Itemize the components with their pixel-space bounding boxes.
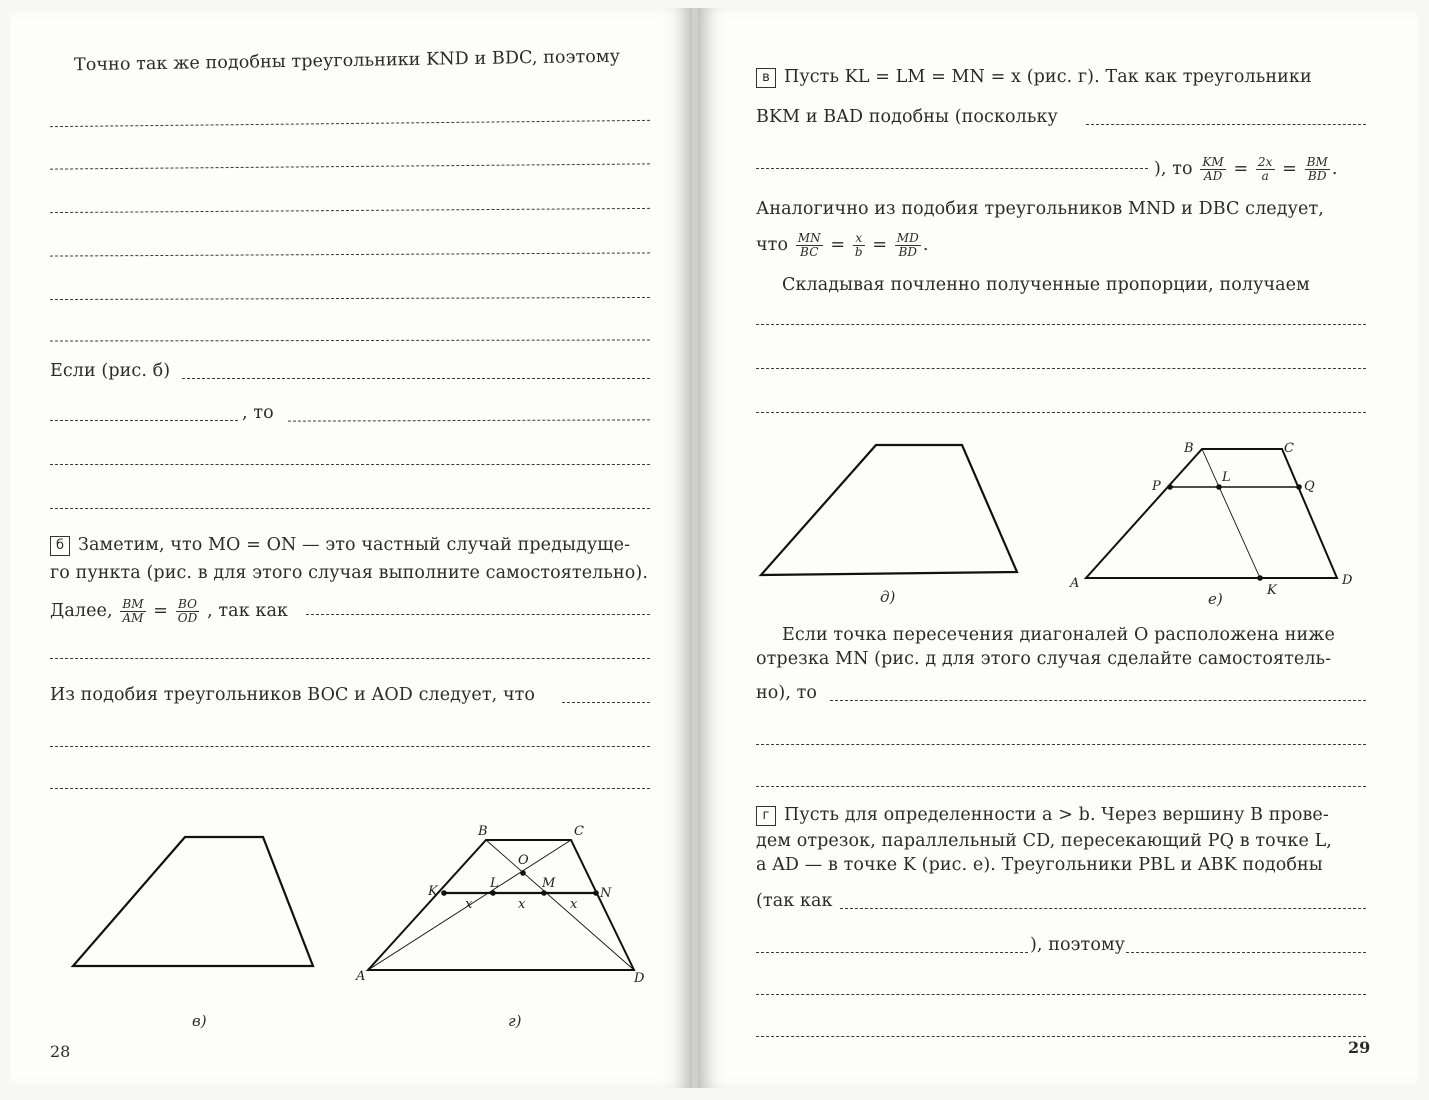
label-m: M [542, 876, 556, 891]
text-line: Если точка пересечения диагоналей O расположена ниже [782, 625, 1335, 645]
point-o [520, 870, 526, 876]
text-span: Пусть KL = LM = MN = x (рис. г). Так как треугольники [784, 67, 1312, 87]
figure-e-trapezoid [1064, 432, 1374, 602]
answer-line [50, 464, 650, 465]
numerator: 2x [1257, 155, 1273, 169]
label-q: Q [1304, 479, 1315, 494]
numerator: BM [122, 597, 144, 611]
answer-line [562, 702, 650, 703]
answer-line [306, 614, 650, 615]
text-line: ), то $\frac{KM}{AD}$ = $\frac{2x}{a}$ = $\frac{BM}{BD}$ . [1154, 155, 1338, 183]
label-c: C [1284, 441, 1294, 456]
fraction [1305, 156, 1330, 183]
denominator: AD [1203, 169, 1223, 183]
figure-caption: г) [508, 1012, 522, 1030]
point-l [1216, 484, 1222, 490]
point-k [1257, 575, 1263, 581]
trapezoid-shape [73, 837, 313, 966]
answer-line [50, 746, 650, 747]
trapezoid-shape [761, 445, 1017, 575]
answer-line [756, 168, 1148, 169]
text-span: , так как [207, 601, 289, 621]
answer-line [50, 208, 650, 213]
answer-line [756, 412, 1366, 413]
label-c: C [574, 824, 584, 839]
text-line: Далее, $\frac{BM}{AM}$ = $\frac{BO}{OD}$ , так как [50, 597, 289, 625]
fraction [895, 232, 921, 259]
answer-line [756, 744, 1366, 745]
label-x: x [570, 897, 578, 912]
text-line [756, 66, 1312, 88]
diagonal-bd [486, 840, 634, 970]
section-marker: в [756, 68, 776, 88]
label-a: A [356, 969, 366, 984]
text-line [50, 534, 630, 556]
denominator: b [854, 245, 863, 259]
label-d: D [1342, 573, 1353, 588]
answer-line [50, 788, 650, 789]
answer-line [756, 994, 1366, 995]
label-x: x [518, 897, 526, 912]
figure-caption: д) [880, 588, 896, 606]
answer-line [50, 120, 650, 127]
answer-line [756, 368, 1366, 369]
figure-caption: е) [1208, 590, 1223, 608]
text-line: BKM и BAD подобны (поскольку [756, 107, 1058, 127]
text-span: ), то [1154, 159, 1193, 179]
numerator: BM [1306, 155, 1328, 169]
numerator: x [853, 232, 865, 246]
label-o: O [518, 853, 529, 868]
text-line: Складывая почленно полученные пропорции, получаем [782, 275, 1310, 295]
text-line: Аналогично из подобия треугольников MND и DBC следует, [756, 199, 1324, 219]
answer-line [50, 508, 650, 509]
answer-line [50, 163, 650, 169]
denominator: AM [122, 611, 144, 625]
answer-line [756, 324, 1366, 325]
text-line: что $\frac{MN}{BC}$ = $\frac{x}{b}$ = $\frac{MD}{BD}$ . [756, 231, 929, 259]
answer-line [756, 952, 1028, 953]
label-a: A [1070, 576, 1080, 591]
denominator: a [1261, 169, 1269, 183]
text-span: Заметим, что MO = ON — это частный случай предыдуще- [78, 535, 631, 555]
figure-caption: в) [192, 1012, 207, 1030]
fraction [796, 232, 823, 259]
text-line: (так как [756, 891, 833, 911]
label-n: N [600, 886, 612, 901]
text-span: Пусть для определенности a > b. Через вершину B прове- [784, 805, 1329, 825]
answer-line [182, 378, 650, 379]
page-number: 29 [1348, 1038, 1371, 1057]
point-p [1167, 484, 1173, 490]
text-line: Точно так же подобны треугольники KND и BDC, поэтому [73, 46, 621, 76]
answer-line [756, 786, 1366, 787]
page-number: 28 [50, 1042, 71, 1061]
point-n [593, 890, 599, 896]
answer-line [756, 1036, 1366, 1037]
text-line [756, 804, 1329, 826]
text-line: но), то [756, 683, 818, 703]
text-line: ), поэтому [1030, 935, 1126, 955]
answer-line [1126, 952, 1366, 953]
trapezoid-shape [1086, 449, 1337, 578]
right-page [698, 8, 1418, 1088]
label-l: L [490, 876, 499, 891]
point-q [1296, 484, 1302, 490]
point-l [490, 890, 496, 896]
label-k: K [1267, 583, 1277, 598]
segment-bk [1202, 449, 1260, 578]
answer-line [50, 339, 650, 341]
label-k: K [428, 884, 438, 899]
denominator: BD [1307, 169, 1327, 183]
answer-line [50, 658, 650, 659]
answer-line [840, 908, 1366, 909]
figure-v-trapezoid [70, 834, 320, 974]
text-line: , то [242, 403, 274, 423]
point-m [541, 890, 547, 896]
fraction [853, 232, 865, 259]
section-marker: б [50, 536, 70, 556]
label-p: P [1152, 479, 1161, 494]
text-span: что [756, 235, 789, 255]
text-line: Из подобия треугольников BOC и AOD следует, что [50, 685, 536, 705]
figure-d-trapezoid [758, 442, 1022, 582]
answer-line [830, 700, 1366, 701]
label-l: L [1222, 470, 1231, 485]
left-page [10, 8, 692, 1088]
denominator: OD [177, 611, 198, 625]
label-b: B [478, 824, 488, 839]
numerator: MN [797, 231, 821, 245]
text-span: Далее, [50, 601, 113, 621]
denominator: BD [898, 245, 918, 259]
label-x: x [465, 897, 473, 912]
section-marker: г [756, 806, 776, 826]
answer-line [288, 419, 650, 421]
numerator: MD [896, 231, 919, 245]
fraction [176, 598, 200, 625]
figure-g-trapezoid [348, 820, 658, 985]
fraction [1200, 156, 1225, 183]
numerator: KM [1202, 155, 1224, 169]
fraction [120, 598, 145, 625]
text-line: дем отрезок, параллельный CD, пересекающий PQ в точке L, [756, 831, 1332, 851]
answer-line [50, 297, 650, 300]
trapezoid-shape [368, 840, 634, 970]
answer-line [50, 252, 650, 256]
point-k [441, 890, 447, 896]
answer-line [1086, 124, 1366, 125]
denominator: BC [800, 245, 819, 259]
label-b: B [1184, 441, 1194, 456]
text-line: го пункта (рис. в для этого случая выполните самостоятельно). [50, 563, 648, 583]
text-line: а AD — в точке K (рис. е). Треугольники PBL и ABK подобны [756, 855, 1323, 875]
text-line: Если (рис. б) [50, 361, 171, 381]
answer-line [50, 420, 238, 421]
text-line: отрезка MN (рис. д для этого случая сделайте самостоятель- [756, 649, 1332, 669]
numerator: BO [176, 598, 200, 612]
label-d: D [634, 971, 645, 985]
fraction [1256, 156, 1275, 183]
